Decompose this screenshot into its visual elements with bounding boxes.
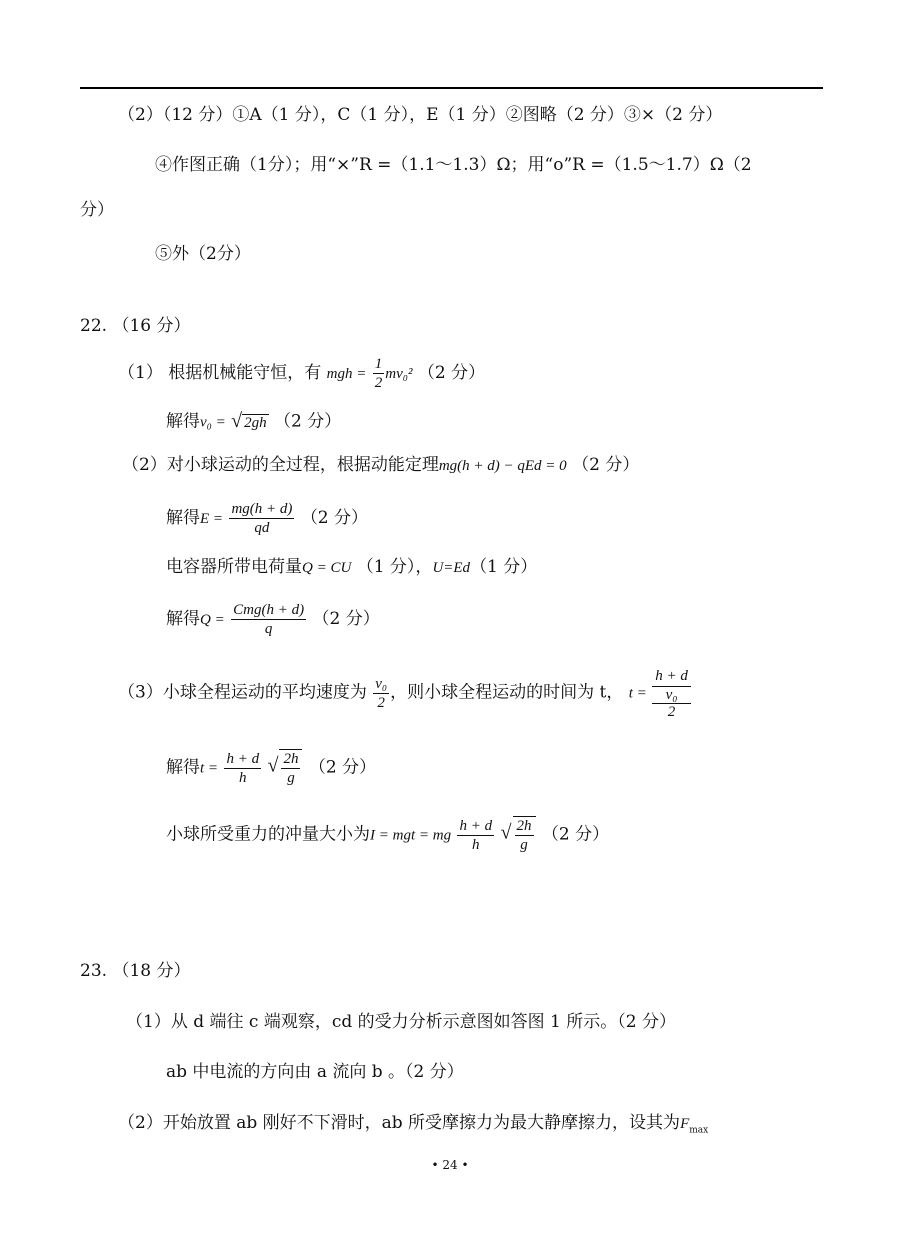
q22-p3-text: （3）小球全程运动的平均速度为 [118, 682, 367, 703]
q22-title: 22. （16 分） [80, 316, 191, 336]
score: （2 分） [541, 824, 610, 845]
U-eq: U=Ed [432, 560, 471, 576]
frac-num: h + d [226, 750, 260, 767]
page-number: • 24 • [431, 1158, 469, 1172]
score: （2 分） [312, 609, 380, 629]
q22-p1 [118, 355, 485, 392]
sqrt-2h-g: √ $\frac{2h}{g}$ [501, 816, 537, 854]
solve-label: 解得 [166, 411, 200, 432]
q22-p1-solve-score: （2 分） [274, 411, 342, 432]
frac-num: 1 [374, 356, 383, 372]
score: （2 分） [308, 757, 377, 778]
Q-eq: Q = CU [302, 560, 352, 576]
q23-p2-text: （2）开始放置 ab 刚好不下滑时，ab 所受摩擦力为最大静摩擦力，设其为 [118, 1113, 681, 1133]
two-den: 2 [667, 704, 676, 720]
frac-num: 2h [516, 818, 532, 834]
q21-part2-line3: 分） [80, 200, 114, 220]
frac-num: h + d [652, 666, 691, 687]
frac-num: Cmg(h + d) [233, 602, 305, 618]
q22-p2-solve-Q [166, 601, 380, 638]
E-eq: E = [200, 511, 224, 527]
h-ratio [224, 750, 261, 787]
q23-title: 23. （18 分） [80, 961, 191, 981]
sqrt-2gh: √ 2gh [231, 410, 267, 432]
q22-p3-text2: ，则小球全程运动的时间为 t， [390, 682, 624, 703]
t-eq: t = [628, 685, 647, 702]
header-rule [80, 87, 823, 89]
q23-p1b: ab 中电流的方向由 a 流向 b 。（2 分） [166, 1062, 464, 1082]
score: （1 分）， [356, 557, 433, 577]
frac-num: mg(h + d) [231, 501, 293, 517]
t-nested-frac [652, 666, 691, 720]
frac-num: h + d [459, 817, 493, 834]
q22-p1-eq-rhs: mv₀² [385, 366, 413, 382]
h-ratio [457, 817, 494, 854]
sqrt-frac [513, 816, 536, 854]
frac-den: qd [254, 520, 270, 536]
q21-part2-line1: （2）（12 分）①A（1 分），C（1 分），E（1 分）②图略（2 分）③×（2 分） [118, 105, 723, 125]
Q-label: Q = [200, 612, 225, 628]
Fmax-F: F [680, 1116, 690, 1132]
frac-num: 2h [283, 751, 299, 767]
q22-p3 [118, 666, 691, 720]
q22-p2-text: （2）对小球运动的全过程，根据动能定理 [122, 455, 439, 475]
frac-den: q [264, 621, 273, 637]
q22-p3-impulse [166, 816, 609, 854]
frac-den: 2 [374, 375, 383, 391]
q21-part2-line4: ⑤外（2分） [155, 244, 251, 264]
sqrt-frac [279, 749, 302, 787]
frac-num: v₀ [375, 675, 388, 692]
q22-p1-text: （1） 根据机械能守恒，有 [118, 363, 322, 383]
q22-p2-solve-E [166, 500, 368, 537]
q22-p2-eq: mg(h + d) − qEd = 0 [438, 458, 567, 474]
frac-den: g [287, 770, 295, 786]
charge-text: 电容器所带电荷量 [166, 557, 302, 577]
frac-den: h [472, 836, 480, 853]
v0-num: v₀ [652, 687, 691, 704]
q22-p1-eq-lhs: mgh = [326, 366, 367, 382]
E-frac [229, 500, 294, 537]
q22-p3-solve-t [166, 749, 376, 787]
frac-den: 2 [377, 694, 385, 711]
q22-p2-charge [166, 556, 537, 579]
q22-p2-score: （2 分） [572, 455, 640, 475]
impulse-eq: I = mgt = mg [370, 827, 452, 844]
frac-den: g [520, 837, 528, 853]
v0-eq: v₀ = [200, 414, 226, 431]
q21-part2-line2: ④作图正确（1分）；用“×”R =（1.1～1.3）Ω；用“o”R =（1.5～1.7）Ω（2 [155, 155, 752, 175]
frac-den [652, 687, 691, 720]
sqrt-content: 2gh [244, 415, 267, 431]
q23-p2 [118, 1112, 708, 1141]
v0-over-2 [373, 675, 389, 712]
t-label: t = [200, 760, 219, 777]
solve-label: 解得 [166, 757, 200, 778]
Q-frac [231, 601, 306, 638]
q22-p1-frac [373, 355, 385, 392]
q23-p1: （1）从 d 端往 c 端观察，cd 的受力分析示意图如答图 1 所示。（2 分） [126, 1012, 676, 1032]
score: （1 分） [470, 557, 538, 577]
score: （2 分） [300, 508, 369, 528]
frac-den: h [239, 769, 247, 786]
q22-p1-solve [166, 410, 341, 434]
sqrt-2h-g: √ $\frac{2h}{g}$ [267, 749, 303, 787]
q22-p2 [122, 454, 639, 477]
impulse-text: 小球所受重力的冲量大小为 [166, 824, 370, 845]
q22-p1-score: （2 分） [417, 363, 486, 383]
Fmax-sub: max [689, 1125, 709, 1136]
solve-label: 解得 [166, 508, 200, 528]
solve-label: 解得 [166, 609, 200, 629]
